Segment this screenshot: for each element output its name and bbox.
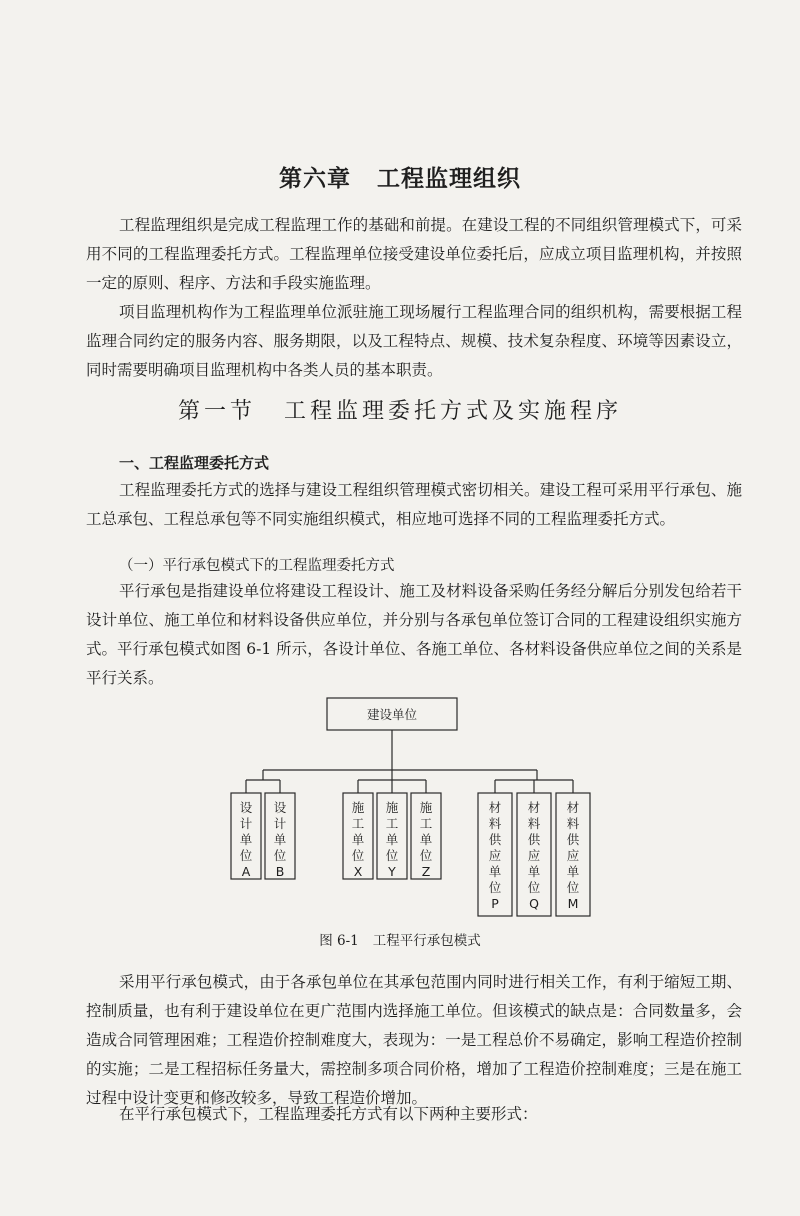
figure-caption-number: 图 6-1 (319, 933, 359, 949)
unit-label: 施工单位 X (351, 800, 365, 879)
unit-box-construction-z (411, 793, 441, 879)
subsubsection-heading: （一）平行承包模式下的工程监理委托方式 (119, 558, 395, 574)
unit-label: 施工单位 Z (419, 800, 433, 879)
unit-box-supply-q (517, 793, 551, 916)
unit-box-design-a (231, 793, 261, 879)
chapter-title (0, 160, 800, 193)
unit-box-construction-y (377, 793, 407, 879)
chapter-number: 第六章 (279, 166, 351, 192)
unit-box-supply-m (556, 793, 590, 916)
root-label: 建设单位 (366, 707, 418, 722)
closing-paragraph-1: 采用平行承包模式，由于各承包单位在其承包范围内同时进行相关工作，有利于缩短工期、控制质量，也有利于建设单位在更广范围内选择施工单位。但该模式的缺点是：合同数量多，会造成合同管理困难；工程造价控制难度大，表现为：一是工程总价不易确定，影响工程造价控制的实施；二是工程招标任务量大，需控制多项合同价格，增加了工程造价控制难度；三是在施工过程中设计变更和修改较多，导致工程造价增加。 (86, 973, 742, 1107)
section-name: 工程监理委托方式及实施程序 (284, 399, 623, 424)
unit-label: 材料供应单位 Q (527, 800, 541, 911)
unit-box-supply-p (478, 793, 512, 916)
chapter-name: 工程监理组织 (377, 166, 521, 192)
subsubsection-paragraph: 平行承包是指建设单位将建设工程设计、施工及材料设备采购任务经分解后分别发包给若干设计单位、施工单位和材料设备供应单位，并分别与各承包单位签订合同的工程建设组织实施方式。平行承包模式如图 6-1 所示，各设计单位、各施工单位、各材料设备供应单位之间的关系是平行关系。 (86, 582, 742, 687)
intro-paragraph-1: 工程监理组织是完成工程监理工作的基础和前提。在建设工程的不同组织管理模式下，可采用不同的工程监理委托方式。工程监理单位接受建设单位委托后，应成立项目监理机构，并按照一定的原则、程序、方法和手段实施监理。 (86, 216, 742, 292)
unit-box-design-b (265, 793, 295, 879)
subsection-heading: 一、工程监理委托方式 (119, 454, 270, 472)
root-box (327, 698, 457, 730)
closing-paragraph-2: 在平行承包模式下，工程监理委托方式有以下两种主要形式： (119, 1105, 538, 1123)
unit-label: 设计单位 A (239, 800, 253, 879)
unit-label: 材料供应单位 M (566, 800, 580, 911)
unit-label: 设计单位 B (273, 800, 287, 879)
section-title (0, 394, 800, 425)
unit-label: 材料供应单位 P (488, 800, 502, 911)
unit-label: 施工单位 Y (385, 800, 399, 879)
figure-caption (0, 929, 800, 949)
unit-box-construction-x (343, 793, 373, 879)
intro-paragraph-2: 项目监理机构作为工程监理单位派驻施工现场履行工程监理合同的组织机构，需要根据工程监理合同约定的服务内容、服务期限，以及工程特点、规模、技术复杂程度、环境等因素设立，同时需要明确项目监理机构中各类人员的基本职责。 (86, 303, 742, 379)
subsection-paragraph: 工程监理委托方式的选择与建设工程组织管理模式密切相关。建设工程可采用平行承包、施工总承包、工程总承包等不同实施组织模式，相应地可选择不同的工程监理委托方式。 (86, 481, 742, 528)
section-number: 第一节 (177, 399, 256, 424)
figure-caption-title: 工程平行承包模式 (372, 933, 481, 949)
